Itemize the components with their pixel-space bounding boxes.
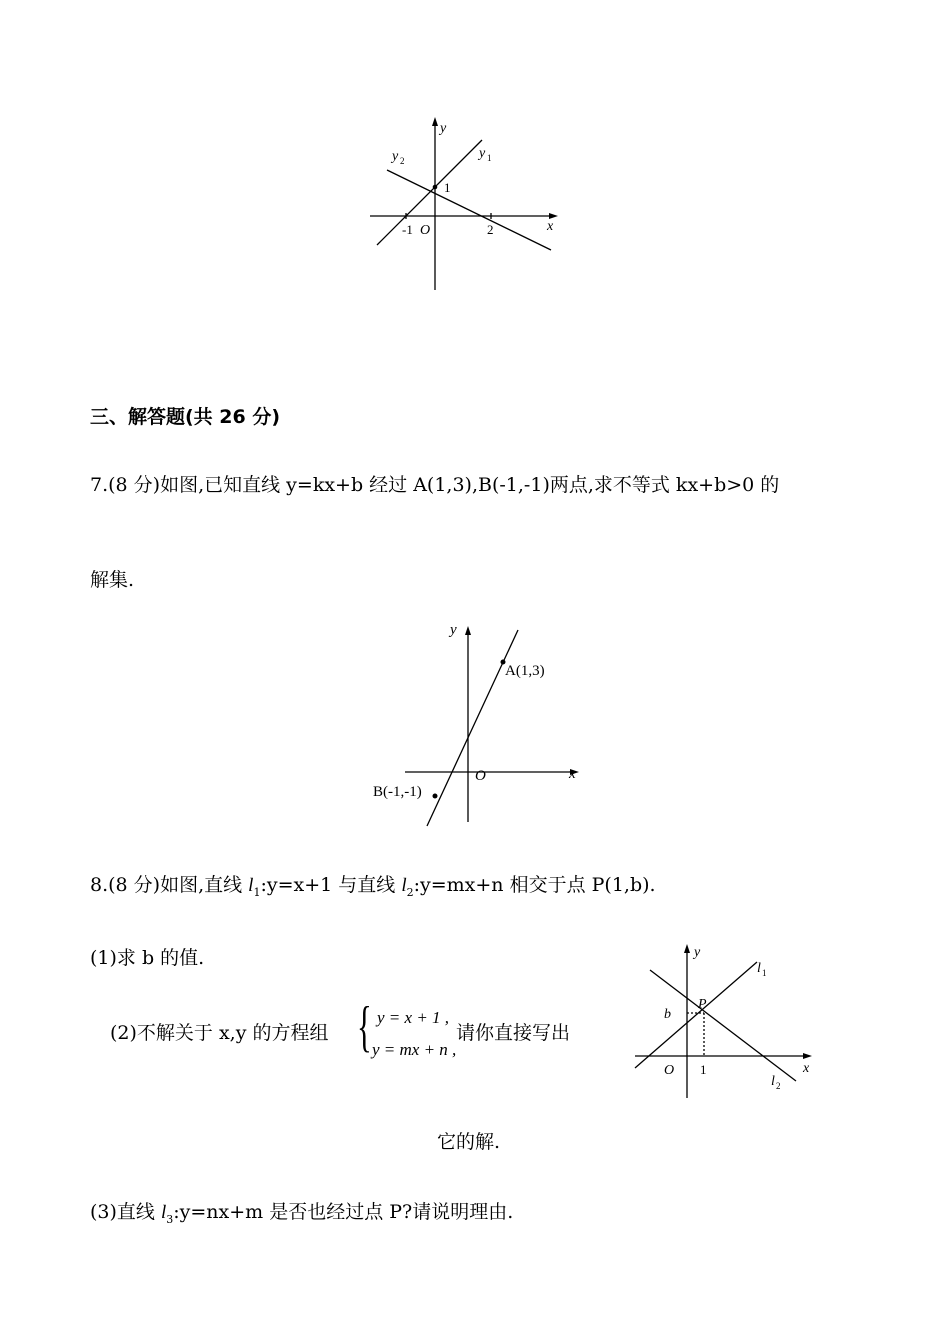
point-b-label: B(-1,-1) — [373, 784, 422, 800]
line-y2-label: y — [392, 149, 399, 164]
origin-label: O — [475, 768, 486, 784]
l3-name: l — [160, 1202, 167, 1223]
label-l2: l — [771, 1074, 775, 1089]
q8-intro: 8.(8 分)如图,直线 $l_1:y=x+1$ 与直线 $l_2:y=mx+n$ 相交于点 P(1,b). — [90, 874, 656, 899]
line-ab — [427, 630, 518, 826]
line-y1-subscript: 1 — [487, 153, 492, 163]
point-b — [433, 794, 438, 799]
tick-label-2: 2 — [487, 222, 494, 237]
y-axis-label: y — [440, 121, 447, 136]
label-b: b — [664, 1007, 671, 1022]
label-l1-sub: 1 — [762, 968, 767, 978]
x-axis-label: x — [569, 766, 576, 782]
tick-label-1: 1 — [444, 180, 451, 195]
q8-part3: (3)直线 $l_3:y=nx+m$ 是否也经过点 P?请说明理由. — [90, 1201, 514, 1226]
system-brace: { — [357, 996, 372, 1058]
y-axis-label: y — [694, 945, 701, 960]
q8-part2-prefix: (2)不解关于 x,y 的方程组 — [110, 1022, 329, 1044]
system-eq1: y = x + 1 , — [377, 1008, 450, 1027]
tick-label-neg1: -1 — [402, 222, 413, 237]
y-axis-arrow — [684, 944, 690, 953]
q8-graph — [630, 938, 825, 1100]
x-axis-arrow — [803, 1053, 812, 1059]
line-y1-label: y — [479, 146, 486, 161]
q7-text-line1: 7.(8 分)如图,已知直线 y=kx+b 经过 A(1,3),B(-1,-1)两点,求不等式 kx+b>0 的 — [90, 474, 780, 496]
q8-part1: (1)求 b 的值. — [90, 947, 205, 969]
q7-text-line2: 解集. — [90, 569, 135, 591]
label-l1: l — [757, 961, 761, 976]
l1-name: l — [248, 875, 254, 896]
y-axis-arrow — [432, 117, 438, 126]
line-l1 — [635, 962, 757, 1068]
q8-part2-end: 它的解. — [437, 1131, 501, 1153]
q7-graph — [365, 612, 590, 827]
y-axis-arrow — [465, 626, 471, 635]
figure-1-graph — [365, 112, 565, 297]
intercept-point — [433, 185, 438, 190]
q8-part2-suffix: 请你直接写出 — [456, 1022, 571, 1044]
section-heading: 三、解答题(共 26 分) — [90, 406, 281, 428]
label-p: P — [698, 997, 707, 1012]
y-axis-label: y — [450, 622, 457, 638]
origin-label: O — [664, 1063, 675, 1078]
system-eq2: y = mx + n , — [372, 1040, 457, 1059]
x-axis-label: x — [803, 1061, 810, 1076]
line-y2-subscript: 2 — [400, 156, 405, 166]
point-a-label: A(1,3) — [505, 663, 545, 679]
label-1: 1 — [700, 1062, 707, 1077]
origin-label: O — [420, 223, 431, 238]
x-axis-label: x — [547, 219, 554, 234]
label-l2-sub: 2 — [776, 1081, 781, 1091]
l2-name: l — [401, 875, 407, 896]
